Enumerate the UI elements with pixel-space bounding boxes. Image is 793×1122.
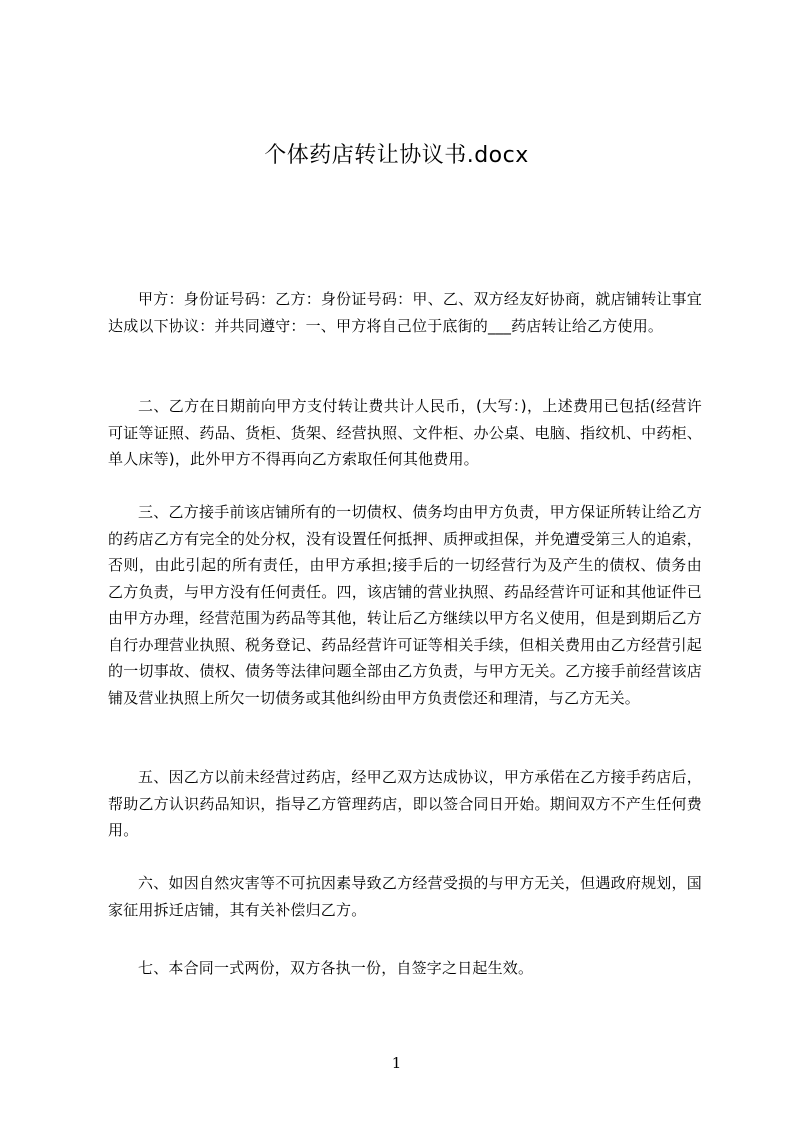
paragraph-parties-and-transfer: 甲方：身份证号码：乙方：身份证号码：甲、乙、双方经友好协商，就店铺转让事宜达成以下协议：并共同遵守：一、甲方将自己位于底街的___药店转让给乙方使用。 <box>108 290 702 335</box>
paragraph-debts-and-licenses: 三、乙方接手前该店铺所有的一切债权、债务均由甲方负责，甲方保证所转让给乙方的药店乙方有完全的处分权，没有设置任何抵押、质押或担保，并免遭受第三人的追索，否则，由此引起的所有责任，由甲方承担;接手后的一切经营行为及产生的债权、债务由乙方负责，与甲方没有任何责任。四，该店铺的营业执照、药品经营许可证和其他证件已由甲方办理，经营范围为药品等其他，转让后乙方继续以甲方名义使用，但是到期后乙方自行办理营业执照、税务登记、药品经营许可证等相关手续，但相关费用由乙方经营引起的一切事故、债权、债务等法律问题全部由乙方负责，与甲方无关。乙方接手前经营该店铺及营业执照上所欠一切债务或其他纠纷由甲方负责偿还和理清，与乙方无关。 <box>108 503 702 707</box>
page-number: 1 <box>391 1054 402 1072</box>
paragraph-assistance: 五、因乙方以前未经营过药店，经甲乙双方达成协议，甲方承偌在乙方接手药店后，帮助乙方认识药品知识，指导乙方管理药店，即以签合同日开始。期间双方不产生任何费用。 <box>108 768 702 839</box>
paragraph-force-majeure: 六、如因自然灾害等不可抗因素导致乙方经营受损的与甲方无关，但遇政府规划，国家征用拆迁店铺，其有关补偿归乙方。 <box>108 874 702 919</box>
paragraph-copies-effective: 七、本合同一式两份，双方各执一份，自签字之日起生效。 <box>138 959 534 977</box>
document-title: 个体药店转让协议书.docx <box>264 143 529 168</box>
paragraph-transfer-fee: 二、乙方在日期前向甲方支付转让费共计人民币，(大写：)，上述费用已包括(经营许可证等证照、药品、货柜、货架、经营执照、文件柜、办公桌、电脑、指纹机、中药柜、单人床等)，此外甲方不得再向乙方索取任何其他费用。 <box>108 397 702 468</box>
